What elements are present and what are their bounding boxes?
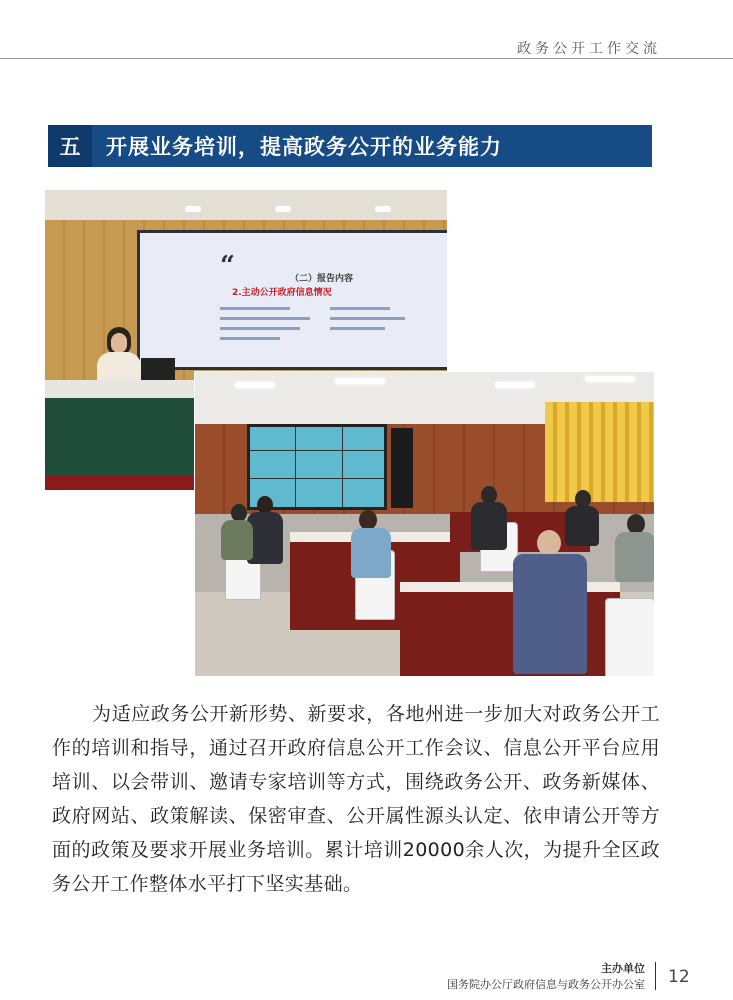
yellow-curtain	[545, 402, 655, 502]
speaker-face	[111, 333, 127, 353]
ceiling-light	[185, 206, 201, 212]
footer-organizer-name: 国务院办公厅政府信息与政务公开办公室	[447, 978, 645, 991]
attendee-head	[627, 514, 645, 534]
slide-text-line	[330, 327, 385, 330]
quote-mark-icon: “	[220, 251, 235, 281]
footer-organizer-label: 主办单位	[601, 962, 645, 975]
slide-heading: （二）报告内容	[290, 274, 354, 284]
attendee	[565, 506, 599, 546]
body-paragraph: 为适应政务公开新形势、新要求，各地州进一步加大对政务公开工作的培训和指导，通过召开政府信息公开工作会议、信息公开平台应用培训、以会带训、邀请专家培训等方式，围绕政务公开、政务新媒体、政府网站、政策解读、保密审查、公开属性源头认定、依申请公开等方面的政策及要求开展业务培训。累计培训20000余人次，为提升全区政务公开工作整体水平打下坚实基础。	[52, 703, 660, 895]
running-header: 政务公开工作交流	[517, 41, 661, 57]
speaker-cabinet	[391, 428, 413, 508]
ceiling-light	[375, 206, 391, 212]
attendee-head	[537, 530, 561, 556]
section-title: 开展业务培训，提高政务公开的业务能力	[106, 135, 502, 159]
attendee	[615, 532, 655, 582]
conference-room-photo	[194, 371, 655, 677]
ceiling-light	[495, 382, 535, 388]
slide-subheading: 2.主动公开政府信息情况	[232, 288, 332, 298]
ceiling-light	[335, 378, 385, 384]
desk-tablecloth	[45, 380, 195, 398]
conference-table-top	[400, 582, 620, 592]
ceiling-light	[235, 382, 275, 388]
office-chair	[605, 598, 655, 677]
page-number: 12	[668, 967, 690, 987]
slide-text-line	[220, 337, 280, 340]
section-number: 五	[48, 125, 92, 167]
footer-divider	[655, 962, 656, 990]
attendee	[471, 502, 507, 550]
slide-text-line	[220, 317, 310, 320]
slide-text-line	[220, 307, 290, 310]
header-rule	[0, 58, 733, 59]
ceiling	[45, 190, 447, 220]
attendee	[513, 554, 587, 674]
slide-text-line	[330, 317, 405, 320]
laptop	[141, 358, 175, 382]
section-banner	[48, 125, 652, 167]
ceiling-light	[585, 376, 635, 382]
speaker-body	[97, 352, 141, 382]
slide-text-line	[220, 327, 300, 330]
attendee-head	[359, 510, 377, 530]
attendee	[351, 528, 391, 578]
red-carpet	[45, 475, 195, 490]
conference-table	[400, 590, 620, 677]
attendee	[221, 520, 253, 560]
presentation-screen	[137, 230, 447, 370]
slide-text-line	[330, 307, 390, 310]
ceiling-light	[275, 206, 291, 212]
